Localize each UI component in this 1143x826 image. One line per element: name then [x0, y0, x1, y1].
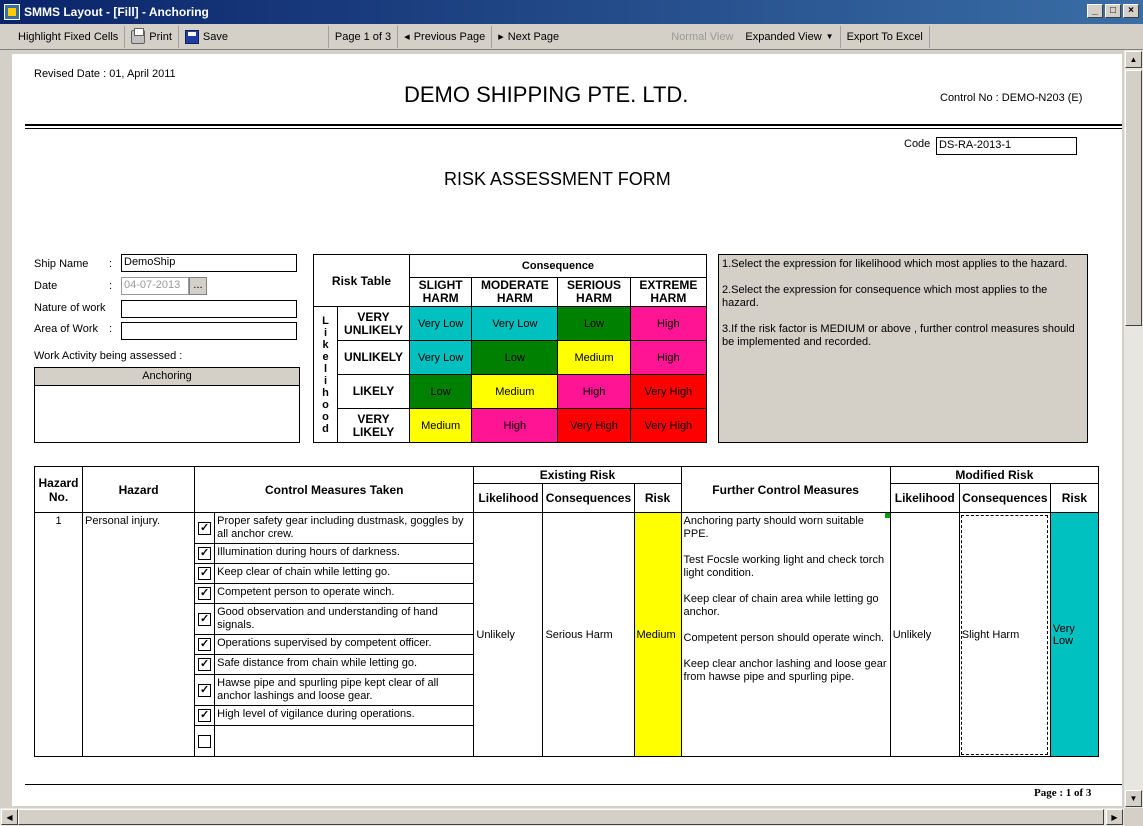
risk-cell: Very Low: [410, 341, 472, 375]
control-measure-row: [195, 564, 473, 584]
modified-risk: Very Low: [1050, 513, 1098, 757]
header-existing-consequences: Consequences: [543, 484, 634, 513]
consequence-col-0: SLIGHT HARM: [410, 278, 472, 307]
highlight-label: Highlight Fixed Cells: [18, 30, 119, 43]
header-existing-likelihood: Likelihood: [474, 484, 543, 513]
app-icon: [4, 4, 20, 20]
risk-cell: High: [630, 341, 706, 375]
previous-page-button[interactable]: [398, 26, 492, 48]
note-marker: [885, 513, 890, 518]
likelihood-row-1: UNLIKELY: [338, 341, 410, 375]
control-checkbox[interactable]: [198, 735, 211, 748]
further-measure: Keep clear of chain area while letting go anchor.: [683, 593, 879, 618]
chevron-down-icon: ▼: [825, 32, 834, 41]
instructions-box: [718, 254, 1088, 443]
control-measure-row: [195, 604, 473, 635]
expanded-view-dropdown[interactable]: [739, 26, 840, 48]
date-colon: :: [109, 280, 113, 292]
control-measure-text[interactable]: Good observation and understanding of hand signals.: [217, 606, 438, 631]
risk-cell: Medium: [472, 375, 558, 409]
likelihood-row-0: VERY UNLIKELY: [338, 307, 410, 341]
likelihood-row-3: VERY LIKELY: [338, 409, 410, 443]
print-button[interactable]: [125, 26, 179, 48]
header-divider: [25, 124, 1122, 126]
next-label: Next Page: [507, 30, 560, 43]
export-label: Export To Excel: [846, 30, 923, 43]
control-measure-text[interactable]: Safe distance from chain while letting go.: [217, 657, 418, 669]
likelihood-letter: i: [323, 374, 328, 387]
risk-cell: Very High: [630, 409, 706, 443]
hazard-no: 1: [35, 513, 83, 757]
header-modified-likelihood: Likelihood: [890, 484, 959, 513]
scroll-right-icon[interactable]: ▶: [1106, 809, 1123, 825]
instruction-3: 3.If the risk factor is MEDIUM or above , further control measures should be implemented and recorded.: [722, 323, 1075, 348]
risk-cell: Very Low: [410, 307, 472, 341]
risk-cell: Low: [558, 307, 630, 341]
hazard-text[interactable]: Personal injury.: [83, 513, 195, 757]
risk-cell: Very Low: [472, 307, 558, 341]
save-icon: [185, 30, 199, 44]
existing-likelihood[interactable]: Unlikely: [474, 513, 543, 757]
header-modified-risk-col: Risk: [1050, 484, 1098, 513]
printer-icon: [131, 30, 145, 44]
normal-view-button[interactable]: [665, 26, 739, 48]
maximize-button[interactable]: □: [1105, 4, 1121, 18]
form-title: RISK ASSESSMENT FORM: [444, 169, 671, 189]
page-label: Page 1 of 3: [334, 30, 392, 43]
area-of-work-field[interactable]: [121, 322, 297, 340]
window-titlebar: [0, 0, 1143, 24]
control-measure-text[interactable]: High level of vigilance during operations.: [217, 708, 415, 720]
consequence-header: Consequence: [410, 255, 707, 278]
instruction-1: 1.Select the expression for likelihood which most applies to the hazard.: [722, 258, 1068, 270]
likelihood-letter: l: [323, 362, 328, 375]
consequence-col-1: MODERATE HARM: [472, 278, 558, 307]
control-measure-row: [195, 675, 473, 706]
consequence-col-3: EXTREME HARM: [630, 278, 706, 307]
risk-cell: Medium: [410, 409, 472, 443]
control-measure-row: [195, 513, 473, 544]
control-checkbox[interactable]: ✓: [200, 658, 210, 670]
risk-cell: Low: [410, 375, 472, 409]
save-label: Save: [202, 30, 228, 43]
minimize-button[interactable]: _: [1087, 4, 1103, 18]
header-existing-risk-col: Risk: [634, 484, 681, 513]
likelihood-letter: o: [322, 398, 329, 411]
control-measure-row: [195, 544, 473, 564]
control-measure-row: [195, 706, 473, 726]
date-label: Date: [34, 280, 58, 292]
likelihood-letter: d: [322, 422, 329, 435]
risk-cell: Very High: [630, 375, 706, 409]
close-button[interactable]: ×: [1123, 4, 1139, 18]
control-measure-row: [195, 655, 473, 675]
nature-label: Nature of work: [34, 302, 106, 314]
horizontal-scroll-thumb[interactable]: [18, 809, 1104, 825]
control-measure-text[interactable]: [215, 726, 473, 756]
hazard-table: [34, 466, 1099, 757]
activity-header: Anchoring: [35, 368, 299, 386]
likelihood-letter: i: [323, 326, 328, 339]
activity-box[interactable]: [34, 367, 300, 443]
further-measures-cell[interactable]: [681, 513, 890, 757]
control-measure-text[interactable]: Operations supervised by competent officer.: [217, 637, 432, 649]
highlight-fixed-cells-button[interactable]: [0, 26, 125, 48]
table-row: [35, 513, 1099, 757]
control-checkbox[interactable]: ✓: [200, 638, 210, 650]
header-control: Control Measures Taken: [195, 467, 474, 513]
control-no: Control No : DEMO-N203 (E): [940, 92, 1083, 104]
ship-name-colon: :: [109, 258, 113, 270]
scroll-down-icon[interactable]: ▼: [1125, 790, 1142, 807]
control-checkbox[interactable]: ✓: [200, 587, 210, 599]
company-name: DEMO SHIPPING PTE. LTD.: [404, 82, 689, 107]
control-measure-row: [195, 726, 473, 756]
likelihood-letter: o: [322, 410, 329, 423]
risk-cell: Low: [472, 341, 558, 375]
save-button[interactable]: [179, 26, 329, 48]
risk-cell: Medium: [558, 341, 630, 375]
header-further: Further Control Measures: [681, 467, 890, 513]
expanded-view-label: Expanded View: [745, 30, 822, 43]
control-measures-cell: [195, 513, 474, 757]
arrow-right-icon: ▸: [498, 31, 504, 43]
scroll-up-icon[interactable]: ▲: [1125, 51, 1142, 68]
ship-name-field[interactable]: DemoShip: [121, 254, 297, 272]
risk-cell: High: [472, 409, 558, 443]
control-checkbox[interactable]: ✓: [200, 709, 210, 721]
next-page-button[interactable]: [492, 26, 665, 48]
vertical-scroll-thumb[interactable]: [1125, 70, 1142, 326]
modified-consequence[interactable]: Slight Harm: [959, 513, 1050, 757]
instruction-2: 2.Select the expression for consequence which most applies to the hazard.: [722, 284, 1048, 309]
footer-page: Page : 1 of 3: [1034, 787, 1092, 799]
modified-likelihood[interactable]: Unlikely: [890, 513, 959, 757]
prev-label: Previous Page: [413, 30, 486, 43]
existing-risk: Medium: [634, 513, 681, 757]
control-checkbox[interactable]: ✓: [200, 567, 210, 579]
document-canvas: [12, 54, 1122, 806]
likelihood-row-2: LIKELY: [338, 375, 410, 409]
area-colon: :: [109, 323, 113, 335]
control-measure-text[interactable]: Keep clear of chain while letting go.: [217, 566, 391, 578]
code-label: Code: [904, 138, 931, 150]
likelihood-axis-label: [314, 307, 338, 443]
control-checkbox[interactable]: ✓: [200, 683, 210, 696]
date-picker-button[interactable]: ...: [189, 277, 207, 295]
risk-cell: Very High: [558, 409, 630, 443]
consequence-col-2: SERIOUS HARM: [558, 278, 630, 307]
further-measure: Test Focsle working light and check torch light condition.: [683, 554, 885, 579]
likelihood-letter: e: [322, 350, 329, 363]
nature-of-work-field[interactable]: [121, 300, 297, 318]
scroll-left-icon[interactable]: ◀: [1, 809, 18, 825]
window-title: SMMS Layout - [Fill] - Anchoring: [24, 5, 209, 19]
control-measure-text[interactable]: Hawse pipe and spurling pipe kept clear of all anchor lashings and loose gear.: [217, 677, 439, 702]
header-hazard: Hazard: [83, 467, 195, 513]
control-measure-row: [195, 584, 473, 604]
page-indicator: [329, 26, 398, 48]
control-measure-row: [195, 635, 473, 655]
header-modified-risk: Modified Risk: [890, 467, 1098, 484]
header-existing-risk: Existing Risk: [474, 467, 681, 484]
revised-date: Revised Date : 01, April 2011: [34, 68, 176, 80]
control-measure-text[interactable]: Competent person to operate winch.: [217, 586, 395, 598]
control-measure-text[interactable]: Illumination during hours of darkness.: [217, 546, 400, 558]
risk-matrix: [313, 254, 707, 443]
area-label: Area of Work: [34, 323, 98, 335]
activity-label: Work Activity being assessed :: [34, 350, 183, 362]
likelihood-letter: k: [322, 338, 329, 351]
risk-cell: High: [558, 375, 630, 409]
likelihood-letter: L: [322, 314, 329, 327]
arrow-left-icon: ◂: [404, 31, 410, 43]
export-excel-button[interactable]: [841, 26, 930, 48]
toolbar: [0, 24, 1143, 50]
control-measure-text[interactable]: Proper safety gear including dustmask, goggles by all anchor crew.: [217, 515, 464, 540]
likelihood-letter: h: [322, 386, 329, 399]
header-modified-consequences: Consequences: [959, 484, 1050, 513]
control-checkbox[interactable]: ✓: [200, 547, 210, 559]
further-measure: Anchoring party should worn suitable PPE.: [683, 515, 864, 540]
existing-consequence[interactable]: Serious Harm: [543, 513, 634, 757]
ship-name-label: Ship Name: [34, 258, 89, 270]
risk-cell: High: [630, 307, 706, 341]
date-field[interactable]: 04-07-2013: [121, 277, 189, 295]
normal-view-label: Normal View: [671, 30, 734, 43]
code-field[interactable]: DS-RA-2013-1: [936, 137, 1077, 155]
risk-table-title: Risk Table: [314, 255, 410, 307]
footer-divider: [25, 784, 1122, 785]
header-divider-thin: [25, 128, 1122, 129]
print-label: Print: [149, 30, 172, 43]
header-hazard-no: Hazard No.: [35, 467, 83, 513]
further-measure: Competent person should operate winch.: [683, 632, 885, 644]
control-checkbox[interactable]: ✓: [200, 521, 210, 534]
control-checkbox[interactable]: ✓: [200, 612, 210, 625]
further-measure: Keep clear anchor lashing and loose gear from hawse pipe and spurling pipe.: [683, 658, 887, 683]
